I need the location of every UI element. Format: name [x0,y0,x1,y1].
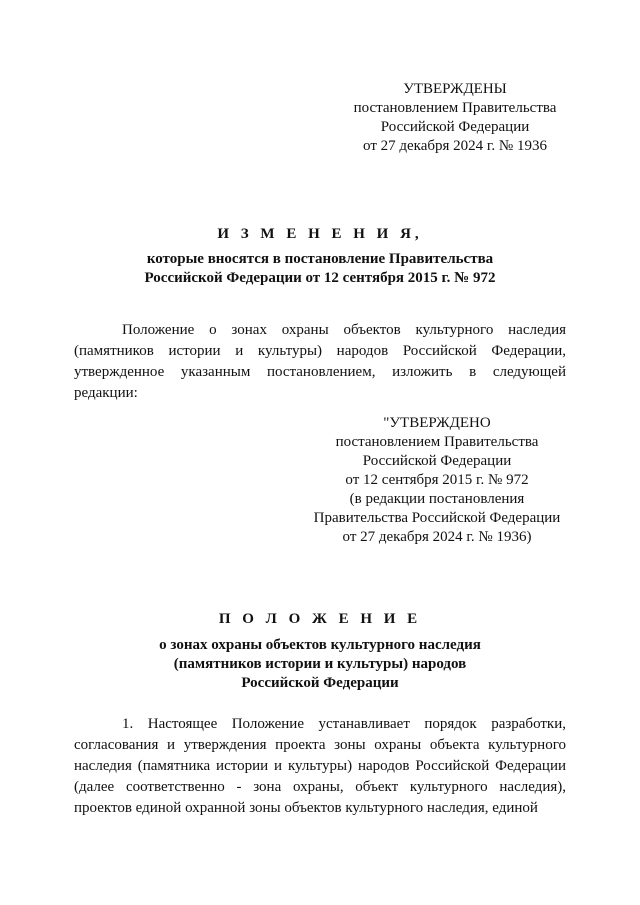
approval-heading: "УТВЕРЖДЕНО [383,415,491,431]
intro-paragraph: Положение о зонах охраны объектов культурного наследия (памятников истории и культуры) народов Российской Федерации, утвержденное указанным постановлением, изложить в следующей редакции: [74,322,566,401]
changes-subtitle [72,250,568,288]
subtitle-line: Российской Федерации [241,675,399,691]
subtitle-line: (памятников истории и культуры) народов [173,656,467,672]
approval-line: (в редакции постановления [349,491,525,507]
regulation-subtitle [72,636,568,693]
approval-line: постановлением Правительства [353,100,557,116]
paragraph-1: 1. Настоящее Положение устанавливает порядок разработки, согласования и утверждения проекта зоны охраны объекта культурного наследия (памятника истории и культуры) народов Российской Федерации (далее соответственно - зона охраны, объект культурного наследия), проектов единой охранной зоны объектов культурного наследия, единой [74,716,566,816]
approval-line: от 27 декабря 2024 г. № 1936) [342,529,532,545]
approval-line: постановлением Правительства [335,434,539,450]
approval-line: от 12 сентября 2015 г. № 972 [345,472,529,488]
subtitle-line: о зонах охраны объектов культурного наследия [159,637,481,653]
approval-line: от 27 декабря 2024 г. № 1936 [363,138,547,154]
approval-block-decree-2015 [305,414,569,547]
approval-line: Российской Федерации [362,453,512,469]
approval-heading: УТВЕРЖДЕНЫ [403,81,507,97]
approval-block-decree-2024 [352,79,558,156]
approval-line: Российской Федерации [380,119,530,135]
subtitle-line: Российской Федерации от 12 сентября 2015 г. № 972 [144,270,496,286]
approval-line: Правительства Российской Федерации [313,510,561,526]
subtitle-line: которые вносятся в постановление Правительства [146,251,494,267]
changes-title: И З М Е Н Е Н И Я, [217,226,423,242]
regulation-title: П О Л О Ж Е Н И Е [218,611,422,627]
